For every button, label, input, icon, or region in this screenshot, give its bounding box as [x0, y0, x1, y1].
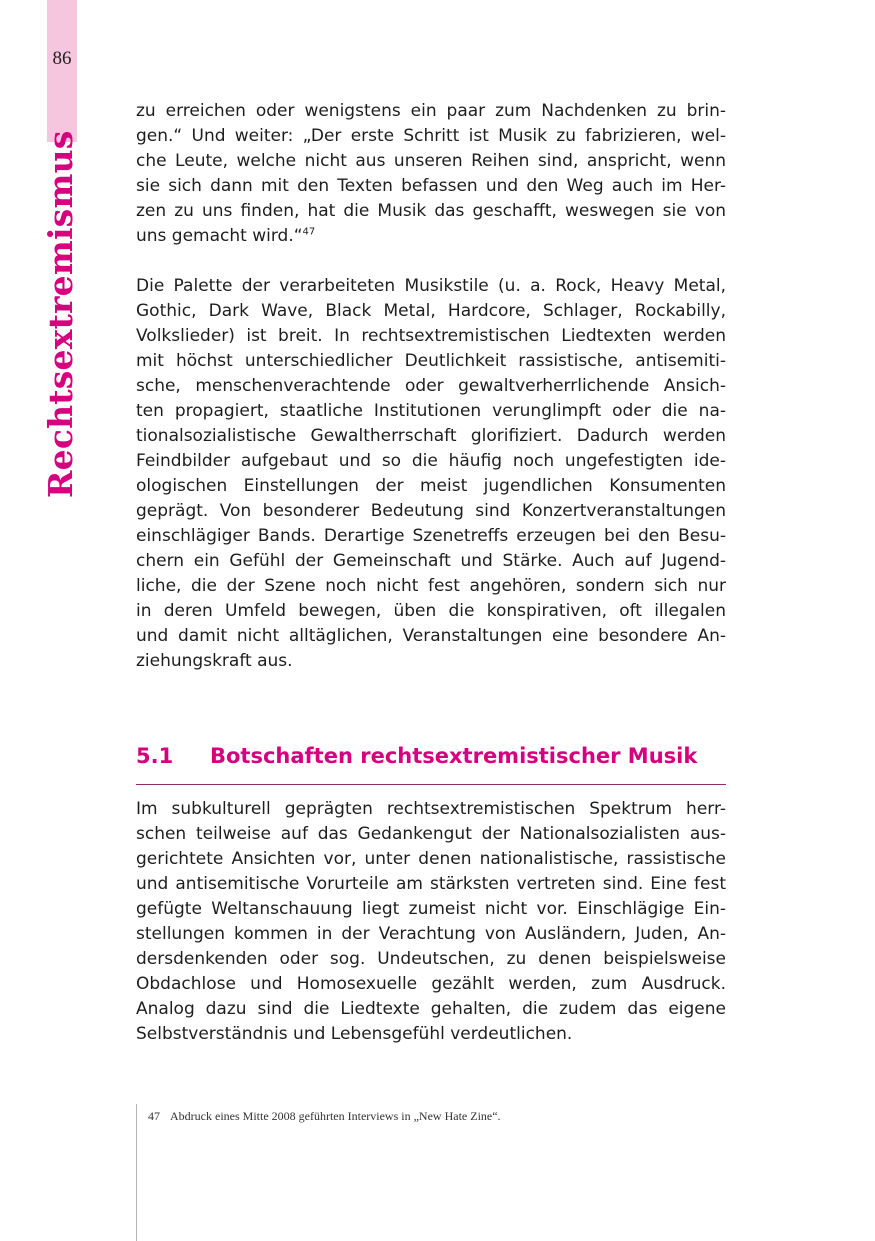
footnote-number: 47: [148, 1109, 160, 1123]
text-line: gefügte Weltanschauung liegt zumeist nicht vor. Einschlägige Ein-: [136, 899, 726, 919]
section-number: 5.1: [136, 744, 174, 768]
text-line: stellungen kommen in der Verachtung von Ausländern, Juden, An-: [136, 924, 726, 944]
text-line: in deren Umfeld bewegen, üben die konspirativen, oft illegalen: [136, 601, 726, 621]
paragraph-2: [136, 274, 726, 674]
text-line: Feindbilder aufgebaut und so die häufig noch ungefestigten ide-: [136, 451, 726, 471]
section-heading: [136, 744, 726, 785]
text-line: Obdachlose und Homosexuelle gezählt werden, zum Ausdruck.: [136, 974, 726, 994]
text-line: gen.“ Und weiter: „Der erste Schritt ist Musik zu fabrizieren, wel-: [136, 126, 726, 146]
text-line: zen zu uns finden, hat die Musik das geschafft, weswegen sie von: [136, 201, 726, 221]
side-color-band: [47, 0, 77, 142]
page-number: 86: [52, 48, 72, 69]
text-line: geprägt. Von besonderer Bedeutung sind Konzertveranstaltungen: [136, 501, 726, 521]
footnote: [148, 1109, 501, 1124]
text-line: ziehungskraft aus.: [136, 651, 293, 671]
text-line: uns gemacht wird.“: [136, 226, 303, 246]
text-line: Die Palette der verarbeiteten Musikstile (u. a. Rock, Heavy Metal,: [136, 276, 726, 296]
text-line: schen teilweise auf das Gedankengut der Nationalsozialisten aus-: [136, 824, 726, 844]
footnote-rule: [136, 1104, 137, 1241]
body-text-bottom: [136, 797, 726, 1047]
paragraph-1: [136, 99, 726, 249]
text-line: Im subkulturell geprägten rechtsextremistischen Spektrum herr-: [136, 799, 726, 819]
text-line-with-ref: [136, 224, 726, 249]
text-line: und antisemitische Vorurteile am stärksten vertreten sind. Eine fest: [136, 874, 726, 894]
text-line: Volkslieder) ist breit. In rechtsextremistischen Liedtexten werden: [136, 326, 726, 346]
body-text-top: [136, 99, 726, 674]
text-line: Selbstverständnis und Lebensgefühl verdeutlichen.: [136, 1024, 573, 1044]
text-line: sche, menschenverachtende oder gewaltverherrlichende Ansich-: [136, 376, 726, 396]
text-line: mit höchst unterschiedlicher Deutlichkeit rassistische, antisemiti-: [136, 351, 726, 371]
footnote-reference[interactable]: 47: [302, 226, 316, 238]
text-line: zu erreichen oder wenigstens ein paar zum Nachdenken zu brin-: [136, 101, 726, 121]
text-line: Analog dazu sind die Liedtexte gehalten, die zudem das eigene: [136, 999, 726, 1019]
text-line: sie sich dann mit den Texten befassen und den Weg auch im Her-: [136, 176, 726, 196]
text-line: liche, die der Szene noch nicht fest angehören, sondern sich nur: [136, 576, 726, 596]
text-line: und damit nicht alltäglichen, Veranstaltungen eine besondere An-: [136, 626, 726, 646]
text-line: chern ein Gefühl der Gemeinschaft und Stärke. Auch auf Jugend-: [136, 551, 726, 571]
text-line: Gothic, Dark Wave, Black Metal, Hardcore, Schlager, Rockabilly,: [136, 301, 726, 321]
footnote-text: Abdruck eines Mitte 2008 geführten Interviews in „New Hate Zine“.: [170, 1109, 501, 1123]
text-line: gerichtete Ansichten vor, unter denen nationalistische, rassistische: [136, 849, 726, 869]
text-line: einschlägiger Bands. Derartige Szenetreffs erzeugen bei den Besu-: [136, 526, 726, 546]
text-line: ten propagiert, staatliche Institutionen verunglimpft oder die na-: [136, 401, 726, 421]
text-line: tionalsozialistische Gewaltherrschaft glorifiziert. Dadurch werden: [136, 426, 726, 446]
paragraph-3: [136, 797, 726, 1047]
text-line: che Leute, welche nicht aus unseren Reihen sind, anspricht, wenn: [136, 151, 726, 171]
section-title: Botschaften rechtsextremistischer Musik: [210, 744, 698, 768]
text-line: ologischen Einstellungen der meist jugendlichen Konsumenten: [136, 476, 726, 496]
chapter-side-title: Rechtsextremismus: [41, 130, 80, 498]
text-line: dersdenkenden oder sog. Undeutschen, zu denen beispielsweise: [136, 949, 726, 969]
